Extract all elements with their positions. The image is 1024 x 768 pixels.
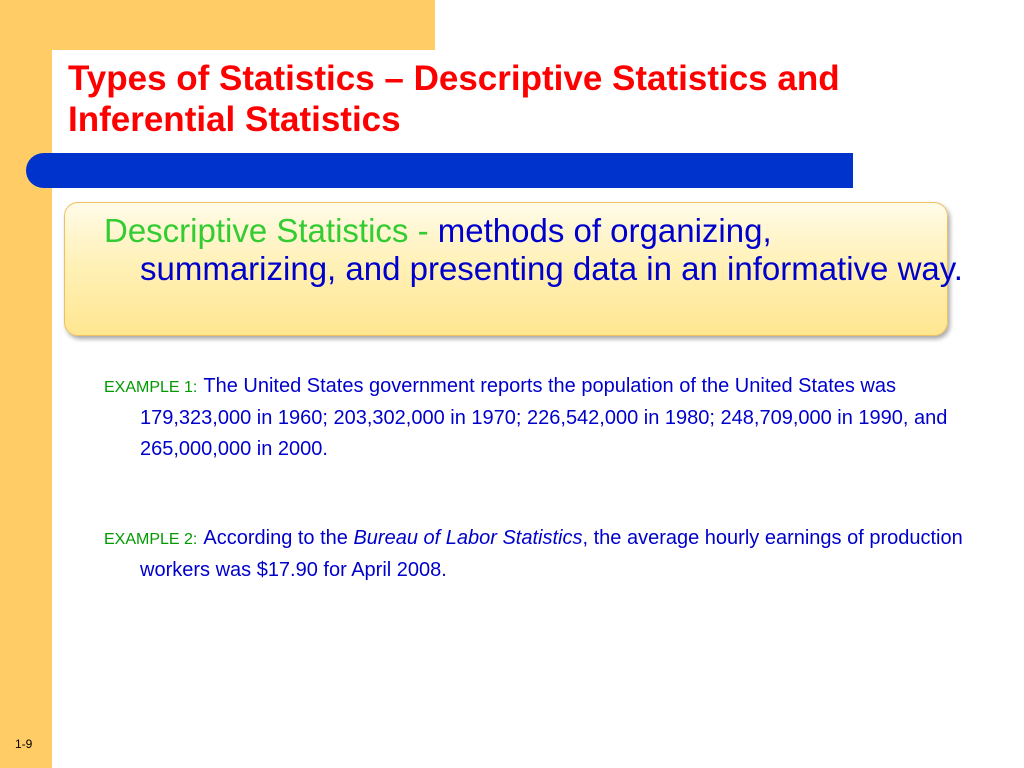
example-1: [104, 371, 1010, 465]
page-number: 1-9: [15, 737, 33, 751]
definition-body: methods of organizing, summarizing, and presenting data in an informative way.: [140, 212, 963, 287]
slide-title: Types of Statistics – Descriptive Statistics and Inferential Statistics: [68, 59, 840, 139]
example-2-text-after: , the average hourly earnings of production workers was $17.90 for April 2008.: [140, 527, 963, 581]
definition-text: [104, 212, 970, 288]
example-1-label: EXAMPLE 1:: [104, 379, 198, 396]
title-underline-bar: [26, 153, 853, 188]
example-2-text-before: According to the: [203, 527, 354, 549]
top-accent-band: [0, 0, 435, 50]
definition-term: Descriptive Statistics -: [104, 212, 438, 249]
left-accent-band: [0, 0, 52, 768]
example-2: [104, 523, 1010, 586]
example-2-label: EXAMPLE 2:: [104, 531, 198, 548]
example-2-source: Bureau of Labor Statistics: [353, 527, 583, 549]
example-1-text: The United States government reports the population of the United States was 179,323,000 in 1960; 203,302,000 in 1970; 226,542,000 in 1980; 248,709,000 in 1990, and 265,000,000 in 2000.: [140, 375, 948, 460]
